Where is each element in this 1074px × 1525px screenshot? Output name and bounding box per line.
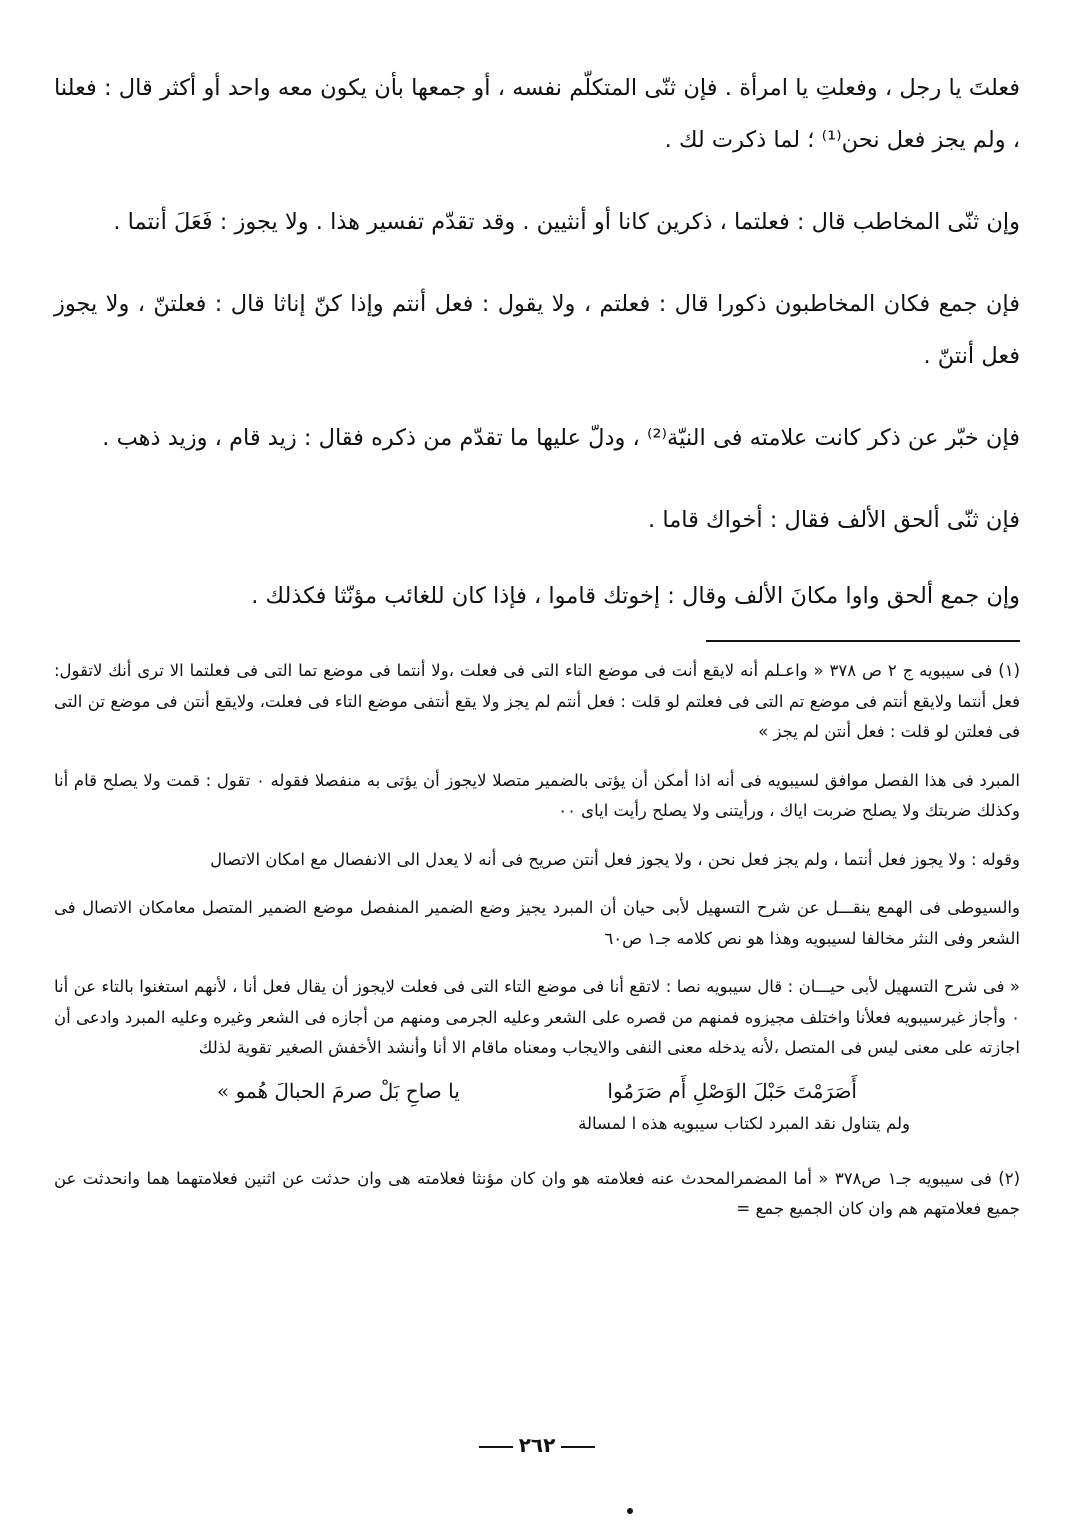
paragraph-4: فإن خبّر عن ذكر كانت علامته فى النيّة⁽²⁾ ، ودلّ عليها ما تقدّم من ذكره فقال : زيد قام ، وزيد ذهب . <box>102 425 1020 451</box>
page-number-dash-right <box>561 1446 595 1448</box>
footnote-note-4: والسيوطى فى الهمع ينقـــل عن شرح التسهيل لأبى حيان أن المبرد يجيز وضع الضمير المنفصل موضع الضمير المتصل معامكان الاتصال فى الشعر وفى النثر مخالفا لسيبويه وهذا هو نص كلامه جـ١ ص٦٠ <box>54 898 1020 948</box>
verse-first-hemistich: أَصَرَمْتَ حَبْلَ الوَصْلِ أَم صَرَمُوا <box>607 1078 857 1103</box>
poetry-verse <box>217 1074 857 1108</box>
footnote-note-2: المبرد فى هذا الفصل موافق لسيبويه فى أنه اذا أمكن أن يؤتى بالضمير متصلا لايجوز أن يؤتى به منفصلا فقوله ٠ تقول : قمت ولا يصلح قام أنا وكذلك ضربتك ولا يصلح ضربت اياك ، ورأيتنى ولا يصلح رأيت اياى ٠٠ <box>54 770 1020 820</box>
verse-second-hemistich: يا صاحِ بَلْ صرمَ الحبالَ هُمو » <box>217 1078 460 1103</box>
footnote-divider <box>706 640 1020 642</box>
paragraph-1: فعلتَ يا رجل ، وفعلتِ يا امرأة . فإن ثنّى المتكلّم نفسه ، أو جمعها بأن يكون معه واحد أو أكثر قال : فعلنا ، ولم يجز فعل نحن⁽¹⁾ ؛ لما ذكرت لك . <box>54 75 1020 153</box>
scan-dot-mark <box>627 1508 633 1514</box>
footnote-divider-wrap <box>54 640 1020 642</box>
footnote-note-5: « فى شرح التسهيل لأبى حيـــان : قال سيبويه نصا : لاتقع أنا فى موضع التاء التى فى فعلت لايجوز أن يقال فعل أنا ، لأنهم استغنوا بالتاء عن أنا ٠ وأجاز غيرسيبويه فعلأنا واختلف مجيزوه فمنهم من قصره على الشعر وعليه الجرمى ومنهم من أجازه فى الشعر وغيره وعليه المبرد وادعى أن اجازته على معنى ليس فى المتصل ،لأنه يدخله معنى النفى والايجاب ومعناه ماقام الا أنا وأنشد الأخفش الصغير تقوية لذلك <box>54 977 1020 1057</box>
paragraph-6: وإن جمع ألحق واوا مكانَ الألف وقال : إخوتك قاموا ، فإذا كان للغائب مؤنّثا فكذلك . <box>251 583 1020 609</box>
footnote-note-3: وقوله : ولا يجوز فعل أنتما ، ولم يجز فعل نحن ، ولا يجوز فعل أنتن صريح فى أنه لا يعدل الى الانفصال مع امكان الاتصال <box>210 849 1020 869</box>
paragraph-5: فإن ثنّى ألحق الألف فقال : أخواك قاما . <box>648 507 1020 533</box>
paragraph-3: فإن جمع فكان المخاطبون ذكورا قال : فعلتم ، ولا يقول : فعل أنتم وإذا كنّ إناثا قال : فعلتنّ ، ولا يجوز فعل أنتنّ . <box>54 291 1020 369</box>
footnote-1: (١) فى سيبويه ج ٢ ص ٣٧٨ « واعـلم أنه لايقع أنت فى موضع التاء التى فى فعلت ،ولا أنتما فى موضع تما التى فى فعلتما الا ترى أنك لاتقول: فعل أنتما ولايقع أنتم فى موضع تم التى فى فعلتم لو قلت : فعل أنتم لم يجز ولا يقع أنتفى موضع التاء فى فعلت، ولايقع أنتن فى موضع تن التى فى فعلتن لو قلت : فعل أنتن لم يجز » <box>54 661 1020 741</box>
footnotes <box>54 656 1020 1225</box>
footnote-2: (٢) فى سيبويه جـ١ ص٣٧٨ « أما المضمرالمحدث عنه فعلامته هو وان كان مؤنثا فعلامته هى وان حدثت عن اثنين فعلامتهما هما وانحدثت عن جميع فعلامتهم هم وان كان الجميع جمع = <box>54 1168 1020 1218</box>
page-number-value: ٢٦٢ <box>518 1433 556 1457</box>
page-number <box>0 1433 1074 1457</box>
main-text <box>54 62 1020 622</box>
paragraph-2: وإن ثنّى المخاطب قال : فعلتما ، ذكرين كانا أو أنثيين . وقد تقدّم تفسير هذا . ولا يجوز : فَعَلَ أنتما . <box>113 209 1020 235</box>
page-number-dash-left <box>479 1446 513 1448</box>
footnote-note-6: ولم يتناول نقد المبرد لكتاب سيبويه هذه ا لمسالة <box>578 1113 910 1133</box>
